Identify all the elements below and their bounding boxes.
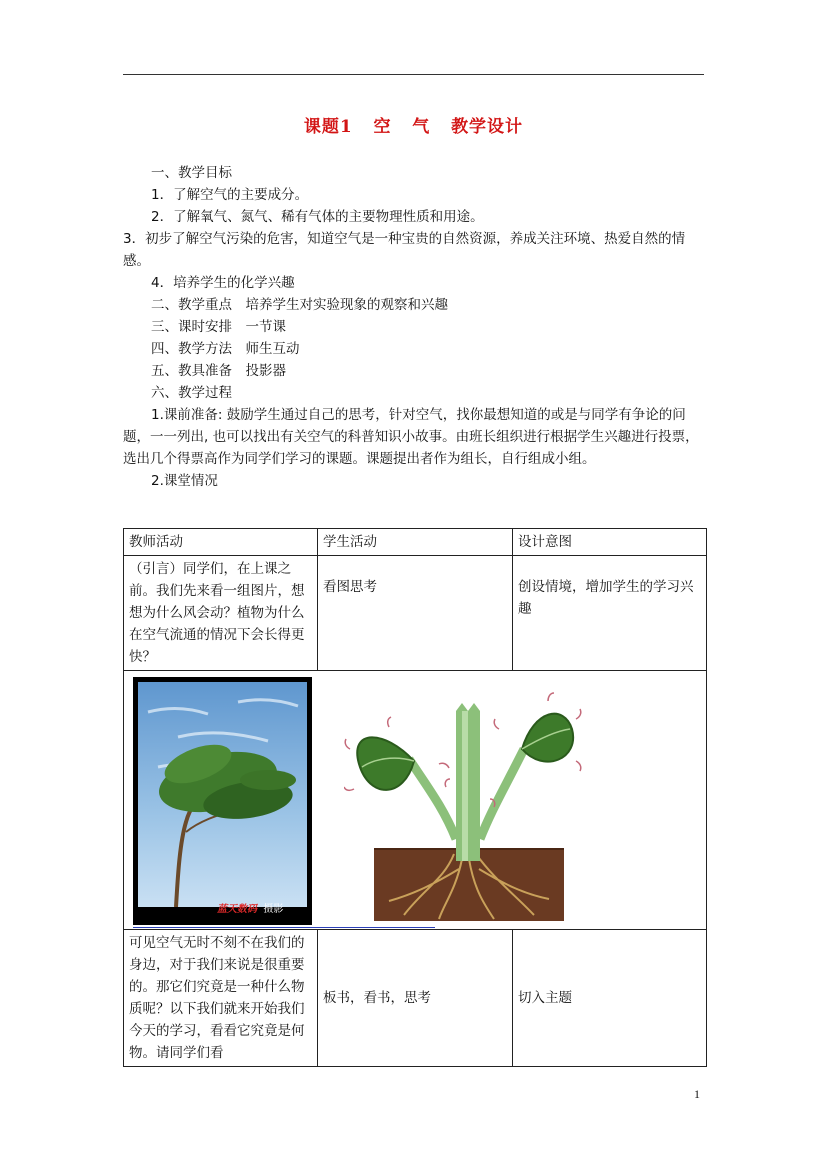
tree-photo-image <box>138 682 307 907</box>
plant-diagram <box>344 689 584 921</box>
paragraph: 2.课堂情况 <box>151 473 218 489</box>
section-heading: 六、教学过程 <box>151 385 232 401</box>
section-heading: 二、教学重点 培养学生对实验现象的观察和兴趣 <box>151 297 448 313</box>
paragraph: 1.课前准备: 鼓励学生通过自己的思考，针对空气，找你最想知道的或是与同学有争论的问题，一一列出, 也可以找出有关空气的科普知识小故事。由班长组织进行根据学生兴趣进行投票，选出几个得票高作为同学们学习的课题。课题提出者作为组长，自行组成小组。 <box>123 407 699 467</box>
table-cell: 看图思考 <box>318 556 513 671</box>
table-header: 设计意图 <box>513 529 707 556</box>
table-row <box>124 556 707 671</box>
paragraph: 1．了解空气的主要成分。 <box>151 187 309 203</box>
page-number: 1 <box>694 1087 700 1101</box>
table-cell: 可见空气无时不刻不在我们的身边，对于我们来说是很重要的。那它们究竟是一种什么物质呢？以下我们就来开始我们今天的学习，看看它究竟是何物。请同学们看 <box>124 930 318 1067</box>
section-heading: 一、教学目标 <box>151 165 232 181</box>
table-cell: 板书，看书，思考 <box>318 930 513 1067</box>
table-cell: 切入主题 <box>513 930 707 1067</box>
table-image-row <box>124 671 707 930</box>
table-header-row <box>124 529 707 556</box>
lesson-body <box>123 162 706 492</box>
page-title: 课题1 空 气 教学设计 <box>303 117 524 137</box>
photo-underline <box>133 927 435 928</box>
table-header: 教师活动 <box>124 529 318 556</box>
windy-tree-photo <box>133 677 312 925</box>
header-rule <box>123 74 704 75</box>
paragraph: 4．培养学生的化学兴趣 <box>151 275 295 291</box>
section-heading: 三、课时安排 一节课 <box>151 319 286 335</box>
image-cell <box>124 671 707 930</box>
table-header: 学生活动 <box>318 529 513 556</box>
paragraph: 3．初步了解空气污染的危害，知道空气是一种宝贵的自然资源，养成关注环境、热爱自然的情感。 <box>123 231 686 269</box>
table-cell: （引言）同学们，在上课之前。我们先来看一组图片，想想为什么风会动？植物为什么在空气流通的情况下会长得更快？ <box>124 556 318 671</box>
lesson-table <box>123 528 707 1067</box>
photo-caption: 蓝天数码 摄影 <box>217 904 284 915</box>
section-heading: 四、教学方法 师生互动 <box>151 341 300 357</box>
table-cell: 创设情境，增加学生的学习兴趣 <box>513 556 707 671</box>
paragraph: 2．了解氧气、氮气、稀有气体的主要物理性质和用途。 <box>151 209 484 225</box>
table-row <box>124 930 707 1067</box>
section-heading: 五、教具准备 投影器 <box>151 363 286 379</box>
